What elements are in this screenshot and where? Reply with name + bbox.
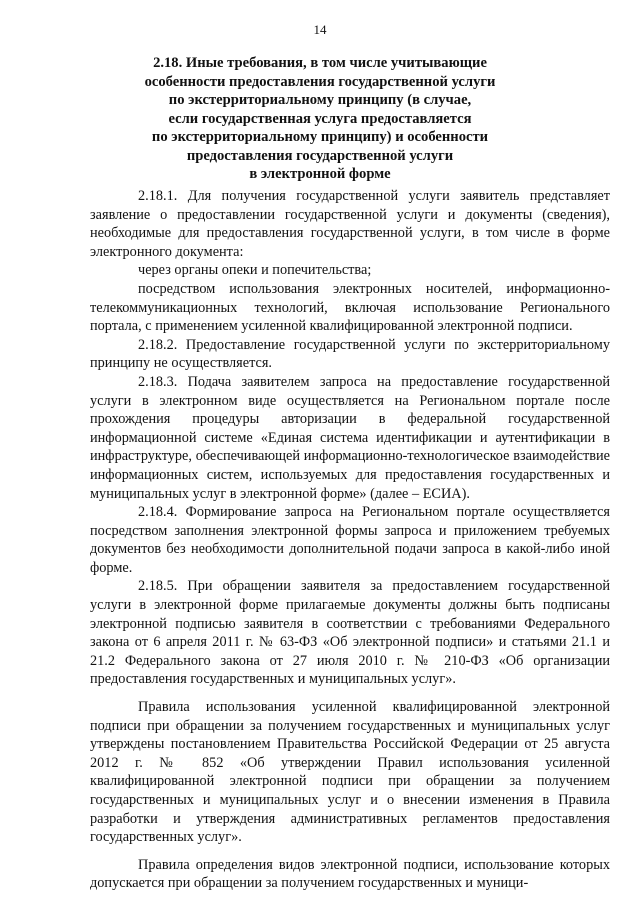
paragraph-2-18-3: 2.18.3. Подача заявителем запроса на предоставление государственной услуги в электронном виде осуществляется на Региональном портале после прохождения процедуры авторизации в федеральной государственной информационной системе «Единая система идентификации и аутентификации в инфраструктуре, обеспечивающей информационно-технологическое взаимодействие информационных систем, используемых для предоставления государственных и муниципальных услуг в электронной форме» (далее – ЕСИА). — [90, 373, 610, 502]
paragraph-list-item: через органы опеки и попечительства; — [138, 262, 372, 279]
page-number: 14 — [313, 22, 327, 37]
paragraph-signature-rules: Правила использования усиленной квалифицированной электронной подписи при обращении за получением государственных и муниципальных услуг утверждены постановлением Правительства Российской Федерации от 25 августа 2012 г. № 852 «Об утверждении Правил использования усиленной квалифицированной электронной подписи при обращении за получением государственных и муниципальных услуг и о внесении изменения в Правила разработки и утверждения административных регламентов предоставления государственных услуг». — [90, 699, 610, 846]
body-text — [90, 187, 610, 893]
paragraph-2-18-2: 2.18.2. Предоставление государственной услуги по экстерриториальному принципу не осуществляется. — [90, 336, 610, 372]
heading-line: если государственная услуга предоставляется — [168, 110, 472, 127]
paragraph-signature-types: Правила определения видов электронной подписи, использование которых допускается при обращении за получением государственных и муници- — [90, 856, 610, 892]
heading-line: по экстерриториальному принципу) и особенности — [151, 129, 489, 145]
heading-line: 2.18. Иные требования, в том числе учитывающие — [153, 55, 487, 71]
section-heading — [90, 54, 550, 184]
heading-line: в электронной форме — [249, 166, 391, 182]
paragraph-2-18-1: 2.18.1. Для получения государственной услуги заявитель представляет заявление о предоставлении государственной услуги и документы (сведения), необходимые для предоставления государственной услуги, в том числе в форме электронного документа: — [90, 188, 610, 260]
paragraph-2-18-4: 2.18.4. Формирование запроса на Региональном портале осуществляется посредством заполнения электронной формы запроса и приложением требуемых документов без необходимости дополнительной подачи запроса в какой-либо иной форме. — [90, 504, 610, 576]
heading-line: особенности предоставления государственной услуги — [144, 73, 496, 90]
heading-line: предоставления государственной услуги — [186, 147, 454, 164]
heading-line: по экстерриториальному принципу (в случае, — [168, 92, 472, 108]
paragraph-2-18-5: 2.18.5. При обращении заявителя за предоставлением государственной услуги в электронной форме прилагаемые документы должны быть подписаны электронной подписью заявителя в соответствии с требованиями Федерального закона от 6 апреля 2011 г. № 63-ФЗ «Об электронной подписи» и статьями 21.1 и 21.2 Федерального закона от 27 июля 2010 г. № 210-ФЗ «Об организации предоставления государственных и муниципальных услуг». — [90, 578, 610, 688]
paragraph-list-item: посредством использования электронных носителей, информационно-телекоммуникационных технологий, включая использование Регионального портала, с применением усиленной квалифицированной электронной подписи. — [90, 280, 610, 335]
